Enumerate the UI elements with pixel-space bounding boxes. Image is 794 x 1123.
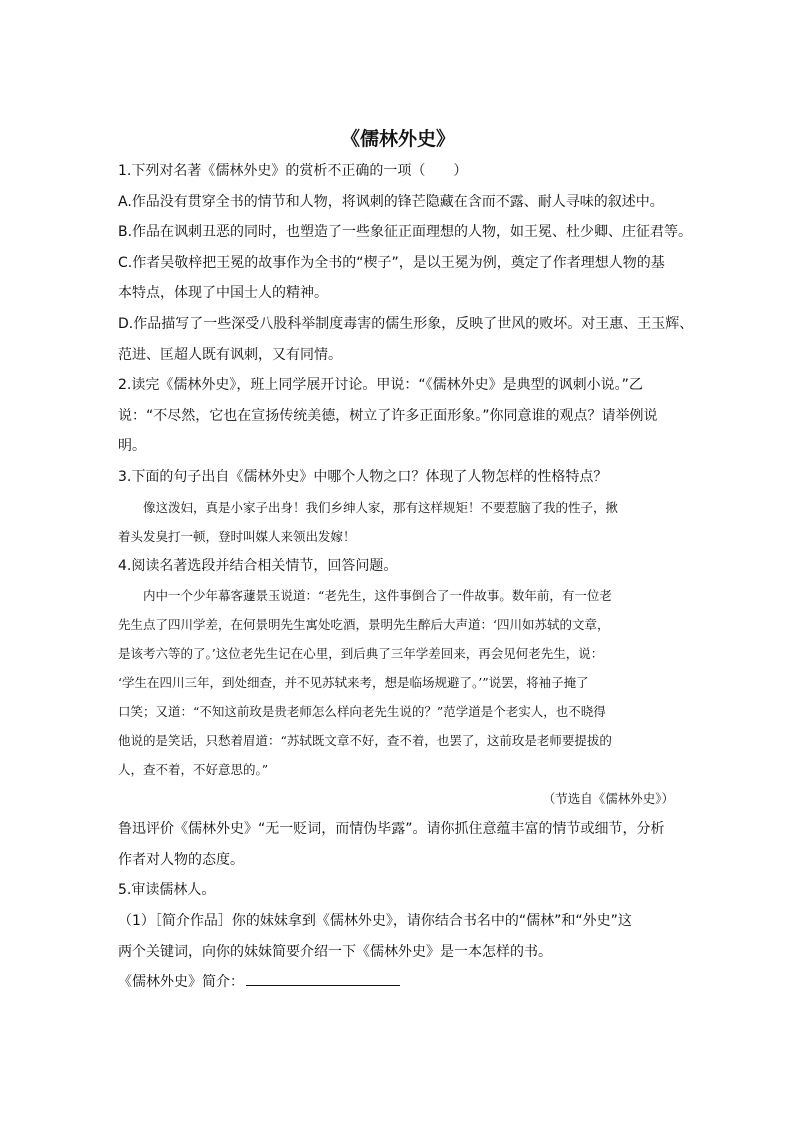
question-1-option-c-line-1: C.作者吴敬梓把王冕的故事作为全书的“楔子”，是以王冕为例，奠定了作者理想人物的基 [118,254,665,271]
document-title: 《儒林外史》 [340,128,455,150]
question-4-excerpt-line-5: 口笑；又道：“不知这前玫是贵老师怎么样向老先生说的？”范学道是个老实人，也不晓得 [118,704,606,720]
question-4-source: （节选自《儒林外史》） [542,791,674,807]
question-1-option-a: A.作品没有贯穿全书的情节和人物，将讽刺的锋芒隐藏在含而不露、耐人寻味的叙述中。 [118,193,664,210]
question-2-line-3: 明。 [118,438,146,455]
question-2-line-2: 说：“不尽然，它也在宣扬传统美德，树立了许多正面形象。”你同意谁的观点？请举例说 [118,407,658,424]
question-4-excerpt-line-6: 他说的是笑话，只愁着眉道：“苏轼既文章不好，查不着，也罢了，这前玫是老师要提拔的 [118,733,612,749]
question-1-option-d-line-1: D.作品描写了一些深受八股科举制度毒害的儒生形象，反映了世风的败坏。对王惠、王玉辉、 [118,315,694,332]
question-5-stem: 5.审读儒林人。 [118,882,216,899]
answer-blank-line[interactable] [246,971,400,986]
question-5-sub-1-line-2: 两个关键词，向你的妹妹简要介绍一下《儒林外史》是一本怎样的书。 [118,943,552,960]
question-1-stem: 1.下列对名著《儒林外史》的赏析不正确的一项（ ） [118,163,468,179]
question-5-sub-1-line-1: （1）［简介作品］你的妹妹拿到《儒林外史》，请你结合书名中的“儒林”和“外史”这 [118,912,632,929]
question-4-excerpt-line-3: 是该考六等的了。’这位老先生记在心里，到后典了三年学差回来，再会见何老先生，说： [118,646,604,662]
question-4-ask-line-2: 作者对人物的态度。 [118,851,244,868]
question-2-line-1: 2.读完《儒林外史》，班上同学展开讨论。甲说：“《儒林外史》是典型的讽刺小说。”乙 [118,377,643,394]
question-4-excerpt-line-4: ‘学生在四川三年，到处细查，并不见苏轼来考，想是临场规避了。’”说罢，将袖子掩了 [118,675,589,691]
question-4-excerpt-line-7: 人，查不着，不好意思的。” [118,762,269,778]
question-1-option-b: B.作品在讽刺丑恶的同时，也塑造了一些象征正面理想的人物，如王冕、杜少卿、庄征君等。 [118,224,693,241]
question-4-stem: 4.阅读名著选段并结合相关情节，回答问题。 [118,557,398,574]
question-4-excerpt-line-2: 先生点了四川学差，在何景明先生寓处吃酒，景明先生醉后大声道：‘四川如苏轼的文章， [118,617,610,633]
question-1-option-c-line-2: 本特点，体现了中国士人的精神。 [118,285,328,302]
question-1-option-d-line-2: 范进、匡超人既有讽刺，又有同情。 [118,346,342,363]
answer-row [118,967,678,998]
question-4-ask-line-1: 鲁迅评价《儒林外史》“无一贬词，而情伪毕露”。请你抓住意蕴丰富的情节或细节，分析 [118,821,665,838]
question-3-stem: 3.下面的句子出自《儒林外史》中哪个人物之口？体现了人物怎样的性格特点？ [118,468,608,485]
document-content [118,124,694,998]
question-4-excerpt-line-1: 内中一个少年幕客蘧景玉说道：“老先生，这件事倒合了一件故事。数年前，有一位老 [143,588,612,604]
question-3-quote-line-1: 像这泼妇，真是小家子出身！我们乡绅人家，那有这样规矩！不要惹脑了我的性子，揪 [143,499,619,515]
answer-label: 《儒林外史》简介： [118,974,244,991]
question-3-quote-line-2: 着头发臭打一顿，登时叫媒人来领出发嫁！ [118,528,356,544]
